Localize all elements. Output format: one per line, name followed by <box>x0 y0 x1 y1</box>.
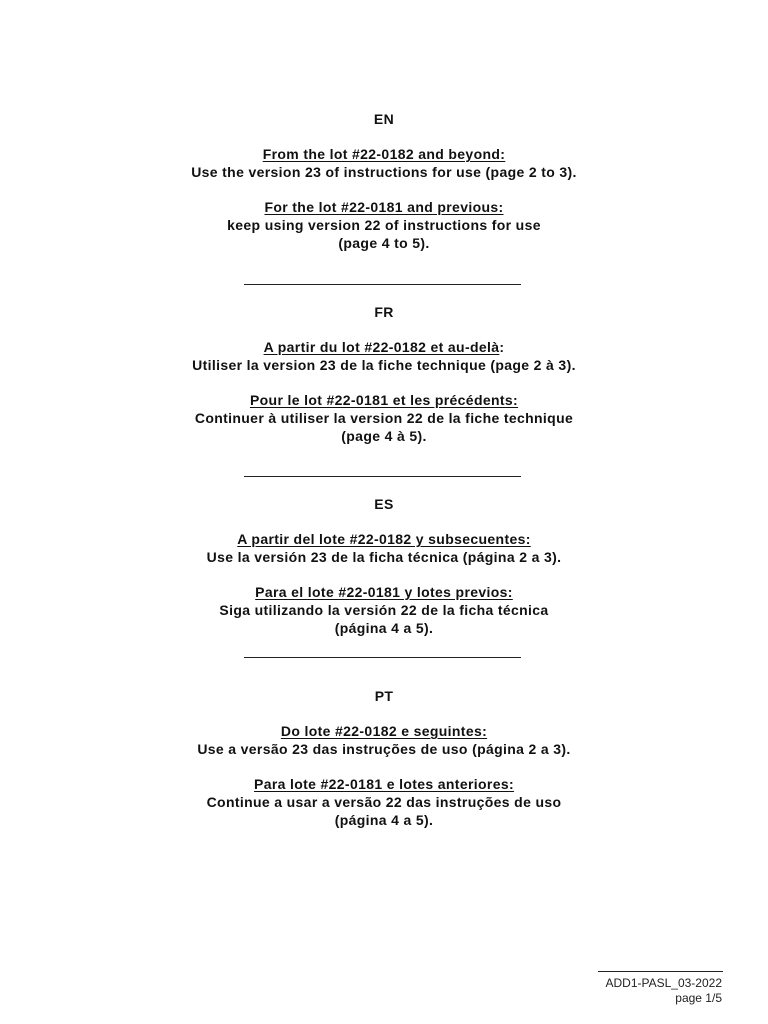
old-lot-pages: (página 4 a 5). <box>334 812 434 828</box>
new-lot-block <box>0 530 768 566</box>
section-en <box>0 110 768 252</box>
old-lot-heading: For the lot #22-0181 and previous: <box>264 199 504 215</box>
section-pt <box>0 687 768 829</box>
old-lot-heading: Para lote #22-0181 e lotes anteriores: <box>254 776 514 792</box>
language-code: FR <box>374 304 394 320</box>
language-code: ES <box>374 496 394 512</box>
new-lot-block <box>0 145 768 181</box>
new-lot-instruction: Utiliser la version 23 de la fiche technique (page 2 à 3). <box>192 357 576 373</box>
section-divider <box>244 284 521 285</box>
section-fr <box>0 303 768 445</box>
new-lot-heading: A partir du lot #22-0182 et au-delà <box>263 339 500 355</box>
new-lot-heading: From the lot #22-0182 and beyond: <box>262 146 506 162</box>
document-code: ADD1-PASL_03-2022 <box>605 976 722 990</box>
footer-divider <box>598 971 723 972</box>
new-lot-heading: A partir del lote #22-0182 y subsecuentes: <box>237 531 531 547</box>
new-lot-heading: Do lote #22-0182 e seguintes: <box>280 723 488 739</box>
new-lot-block <box>0 338 768 374</box>
old-lot-instruction: Siga utilizando la versión 22 de la ficha técnica <box>219 602 549 618</box>
new-lot-heading-colon: : <box>499 339 505 355</box>
new-lot-instruction: Use the version 23 of instructions for use (page 2 to 3). <box>191 164 577 180</box>
new-lot-block <box>0 722 768 758</box>
section-es <box>0 495 768 637</box>
language-code: PT <box>374 688 394 704</box>
new-lot-instruction: Use la versión 23 de la ficha técnica (página 2 a 3). <box>206 549 562 565</box>
old-lot-block <box>0 198 768 252</box>
section-divider <box>244 657 521 658</box>
old-lot-pages: (page 4 à 5). <box>341 428 427 444</box>
old-lot-block <box>0 775 768 829</box>
page-number: page 1/5 <box>675 991 722 1005</box>
old-lot-pages: (página 4 a 5). <box>334 620 434 636</box>
old-lot-pages: (page 4 to 5). <box>338 235 430 251</box>
new-lot-instruction: Use a versão 23 das instruções de uso (página 2 a 3). <box>197 741 571 757</box>
old-lot-instruction: keep using version 22 of instructions for use <box>227 217 541 233</box>
section-divider <box>244 476 521 477</box>
page-footer <box>605 976 722 1006</box>
old-lot-instruction: Continue a usar a versão 22 das instruções de uso <box>206 794 562 810</box>
old-lot-block <box>0 583 768 637</box>
old-lot-instruction: Continuer à utiliser la version 22 de la fiche technique <box>194 410 574 426</box>
old-lot-block <box>0 391 768 445</box>
language-code: EN <box>373 111 395 127</box>
old-lot-heading: Para el lote #22-0181 y lotes previos: <box>255 584 513 600</box>
old-lot-heading: Pour le lot #22-0181 et les précédents: <box>249 392 519 408</box>
